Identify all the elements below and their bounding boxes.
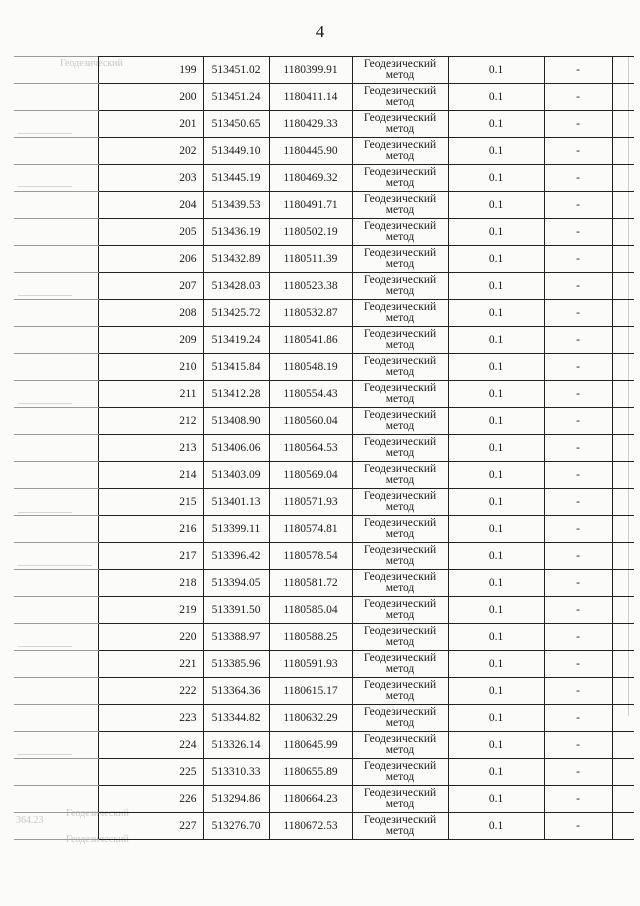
point-number-cell: 221 — [98, 651, 203, 678]
method-cell: Геодезический метод — [352, 597, 448, 624]
y-coordinate-cell: 1180560.04 — [269, 408, 352, 435]
accuracy-cell: 0.1 — [448, 597, 544, 624]
note-cell: - — [544, 435, 612, 462]
right-margin-cell — [612, 462, 634, 489]
table-row — [14, 570, 634, 597]
y-coordinate-cell: 1180469.32 — [269, 165, 352, 192]
y-coordinate-cell: 1180632.29 — [269, 705, 352, 732]
right-margin-cell — [612, 570, 634, 597]
method-cell: Геодезический метод — [352, 570, 448, 597]
method-cell: Геодезический метод — [352, 327, 448, 354]
note-cell: - — [544, 516, 612, 543]
right-margin-cell — [612, 435, 634, 462]
x-coordinate-cell: 513445.19 — [203, 165, 269, 192]
point-number-cell: 219 — [98, 597, 203, 624]
left-margin-cell — [14, 759, 98, 786]
method-cell: Геодезический метод — [352, 759, 448, 786]
note-cell: - — [544, 570, 612, 597]
y-coordinate-cell: 1180585.04 — [269, 597, 352, 624]
point-number-cell: 199 — [98, 57, 203, 84]
note-cell: - — [544, 489, 612, 516]
table-row — [14, 624, 634, 651]
point-number-cell: 202 — [98, 138, 203, 165]
x-coordinate-cell: 513451.02 — [203, 57, 269, 84]
point-number-cell: 225 — [98, 759, 203, 786]
y-coordinate-cell: 1180411.14 — [269, 84, 352, 111]
note-cell: - — [544, 246, 612, 273]
bleed-through-text: Геодезический — [66, 808, 129, 819]
method-cell: Геодезический метод — [352, 732, 448, 759]
point-number-cell: 212 — [98, 408, 203, 435]
note-cell: - — [544, 327, 612, 354]
accuracy-cell: 0.1 — [448, 678, 544, 705]
right-margin-cell — [612, 165, 634, 192]
right-margin-cell — [612, 651, 634, 678]
y-coordinate-cell: 1180574.81 — [269, 516, 352, 543]
accuracy-cell: 0.1 — [448, 273, 544, 300]
coordinates-table-body — [14, 57, 634, 840]
accuracy-cell: 0.1 — [448, 786, 544, 813]
accuracy-cell: 0.1 — [448, 759, 544, 786]
left-margin-cell — [14, 435, 98, 462]
method-cell: Геодезический метод — [352, 705, 448, 732]
y-coordinate-cell: 1180523.38 — [269, 273, 352, 300]
note-cell: - — [544, 192, 612, 219]
method-cell: Геодезический метод — [352, 813, 448, 840]
right-margin-cell — [612, 597, 634, 624]
method-cell: Геодезический метод — [352, 651, 448, 678]
bleed-through-text: Геодезический — [66, 834, 129, 845]
left-margin-cell — [14, 84, 98, 111]
note-cell: - — [544, 462, 612, 489]
point-number-cell: 201 — [98, 111, 203, 138]
method-cell: Геодезический метод — [352, 624, 448, 651]
right-margin-cell — [612, 219, 634, 246]
table-row — [14, 57, 634, 84]
left-margin-cell — [14, 381, 98, 408]
method-cell: Геодезический метод — [352, 489, 448, 516]
table-row — [14, 597, 634, 624]
table-row — [14, 759, 634, 786]
note-cell: - — [544, 408, 612, 435]
y-coordinate-cell: 1180664.23 — [269, 786, 352, 813]
table-row — [14, 84, 634, 111]
y-coordinate-cell: 1180564.53 — [269, 435, 352, 462]
left-margin-cell — [14, 138, 98, 165]
left-margin-cell — [14, 624, 98, 651]
page-number: 4 — [315, 22, 325, 41]
method-cell: Геодезический метод — [352, 138, 448, 165]
table-row — [14, 435, 634, 462]
x-coordinate-cell: 513294.86 — [203, 786, 269, 813]
x-coordinate-cell: 513399.11 — [203, 516, 269, 543]
y-coordinate-cell: 1180548.19 — [269, 354, 352, 381]
y-coordinate-cell: 1180655.89 — [269, 759, 352, 786]
x-coordinate-cell: 513450.65 — [203, 111, 269, 138]
method-cell: Геодезический метод — [352, 300, 448, 327]
table-row — [14, 678, 634, 705]
accuracy-cell: 0.1 — [448, 111, 544, 138]
y-coordinate-cell: 1180541.86 — [269, 327, 352, 354]
left-margin-cell — [14, 408, 98, 435]
x-coordinate-cell: 513432.89 — [203, 246, 269, 273]
left-margin-cell — [14, 219, 98, 246]
right-margin-cell — [612, 813, 634, 840]
accuracy-cell: 0.1 — [448, 246, 544, 273]
table-row — [14, 705, 634, 732]
point-number-cell: 207 — [98, 273, 203, 300]
y-coordinate-cell: 1180645.99 — [269, 732, 352, 759]
note-cell: - — [544, 624, 612, 651]
x-coordinate-cell: 513396.42 — [203, 543, 269, 570]
accuracy-cell: 0.1 — [448, 408, 544, 435]
y-coordinate-cell: 1180532.87 — [269, 300, 352, 327]
point-number-cell: 206 — [98, 246, 203, 273]
accuracy-cell: 0.1 — [448, 651, 544, 678]
y-coordinate-cell: 1180571.93 — [269, 489, 352, 516]
note-cell: - — [544, 678, 612, 705]
note-cell: - — [544, 84, 612, 111]
y-coordinate-cell: 1180672.53 — [269, 813, 352, 840]
x-coordinate-cell: 513385.96 — [203, 651, 269, 678]
method-cell: Геодезический метод — [352, 192, 448, 219]
left-margin-cell — [14, 327, 98, 354]
accuracy-cell: 0.1 — [448, 624, 544, 651]
table-row — [14, 327, 634, 354]
point-number-cell: 210 — [98, 354, 203, 381]
point-number-cell: 222 — [98, 678, 203, 705]
method-cell: Геодезический метод — [352, 543, 448, 570]
x-coordinate-cell: 513436.19 — [203, 219, 269, 246]
table-row — [14, 732, 634, 759]
note-cell: - — [544, 111, 612, 138]
method-cell: Геодезический метод — [352, 786, 448, 813]
y-coordinate-cell: 1180511.39 — [269, 246, 352, 273]
note-cell: - — [544, 759, 612, 786]
bleed-through-text: Геодезический — [60, 58, 123, 69]
x-coordinate-cell: 513415.84 — [203, 354, 269, 381]
x-coordinate-cell: 513439.53 — [203, 192, 269, 219]
right-margin-cell — [612, 273, 634, 300]
table-row — [14, 489, 634, 516]
y-coordinate-cell: 1180588.25 — [269, 624, 352, 651]
point-number-cell: 226 — [98, 786, 203, 813]
x-coordinate-cell: 513276.70 — [203, 813, 269, 840]
point-number-cell: 205 — [98, 219, 203, 246]
accuracy-cell: 0.1 — [448, 165, 544, 192]
table-row — [14, 138, 634, 165]
table-row — [14, 273, 634, 300]
right-margin-cell — [612, 408, 634, 435]
left-margin-cell — [14, 651, 98, 678]
accuracy-cell: 0.1 — [448, 327, 544, 354]
x-coordinate-cell: 513412.28 — [203, 381, 269, 408]
table-row — [14, 219, 634, 246]
left-margin-cell — [14, 354, 98, 381]
left-margin-cell — [14, 597, 98, 624]
right-margin-cell — [612, 57, 634, 84]
x-coordinate-cell: 513406.06 — [203, 435, 269, 462]
method-cell: Геодезический метод — [352, 408, 448, 435]
x-coordinate-cell: 513391.50 — [203, 597, 269, 624]
method-cell: Геодезический метод — [352, 111, 448, 138]
accuracy-cell: 0.1 — [448, 516, 544, 543]
table-row — [14, 786, 634, 813]
left-margin-cell — [14, 489, 98, 516]
note-cell: - — [544, 651, 612, 678]
note-cell: - — [544, 543, 612, 570]
x-coordinate-cell: 513419.24 — [203, 327, 269, 354]
method-cell: Геодезический метод — [352, 678, 448, 705]
point-number-cell: 211 — [98, 381, 203, 408]
right-margin-cell — [612, 543, 634, 570]
note-cell: - — [544, 354, 612, 381]
right-margin-cell — [612, 732, 634, 759]
left-margin-cell — [14, 516, 98, 543]
point-number-cell: 220 — [98, 624, 203, 651]
method-cell: Геодезический метод — [352, 219, 448, 246]
right-margin-cell — [612, 516, 634, 543]
accuracy-cell: 0.1 — [448, 732, 544, 759]
note-cell: - — [544, 381, 612, 408]
y-coordinate-cell: 1180581.72 — [269, 570, 352, 597]
left-margin-cell — [14, 786, 98, 813]
note-cell: - — [544, 138, 612, 165]
right-margin-cell — [612, 300, 634, 327]
x-coordinate-cell: 513388.97 — [203, 624, 269, 651]
method-cell: Геодезический метод — [352, 165, 448, 192]
point-number-cell: 223 — [98, 705, 203, 732]
right-margin-cell — [612, 759, 634, 786]
table-row — [14, 651, 634, 678]
right-margin-cell — [612, 111, 634, 138]
table-row — [14, 300, 634, 327]
coordinates-table — [14, 56, 634, 840]
method-cell: Геодезический метод — [352, 381, 448, 408]
point-number-cell: 224 — [98, 732, 203, 759]
y-coordinate-cell: 1180445.90 — [269, 138, 352, 165]
accuracy-cell: 0.1 — [448, 435, 544, 462]
note-cell: - — [544, 732, 612, 759]
accuracy-cell: 0.1 — [448, 705, 544, 732]
point-number-cell: 227 — [98, 813, 203, 840]
x-coordinate-cell: 513310.33 — [203, 759, 269, 786]
x-coordinate-cell: 513428.03 — [203, 273, 269, 300]
table-row — [14, 246, 634, 273]
right-margin-cell — [612, 192, 634, 219]
table-row — [14, 408, 634, 435]
note-cell: - — [544, 165, 612, 192]
right-margin-cell — [612, 489, 634, 516]
accuracy-cell: 0.1 — [448, 543, 544, 570]
left-margin-cell — [14, 678, 98, 705]
y-coordinate-cell: 1180569.04 — [269, 462, 352, 489]
method-cell: Геодезический метод — [352, 246, 448, 273]
note-cell: - — [544, 219, 612, 246]
method-cell: Геодезический метод — [352, 516, 448, 543]
left-margin-cell — [14, 111, 98, 138]
point-number-cell: 216 — [98, 516, 203, 543]
method-cell: Геодезический метод — [352, 273, 448, 300]
right-margin-cell — [612, 327, 634, 354]
accuracy-cell: 0.1 — [448, 813, 544, 840]
note-cell: - — [544, 813, 612, 840]
point-number-cell: 208 — [98, 300, 203, 327]
x-coordinate-cell: 513449.10 — [203, 138, 269, 165]
left-margin-cell — [14, 543, 98, 570]
table-row — [14, 543, 634, 570]
right-margin-cell — [612, 624, 634, 651]
table-row — [14, 813, 634, 840]
accuracy-cell: 0.1 — [448, 219, 544, 246]
x-coordinate-cell: 513364.36 — [203, 678, 269, 705]
accuracy-cell: 0.1 — [448, 489, 544, 516]
point-number-cell: 215 — [98, 489, 203, 516]
method-cell: Геодезический метод — [352, 57, 448, 84]
y-coordinate-cell: 1180502.19 — [269, 219, 352, 246]
left-margin-cell — [14, 273, 98, 300]
method-cell: Геодезический метод — [352, 462, 448, 489]
y-coordinate-cell: 1180491.71 — [269, 192, 352, 219]
method-cell: Геодезический метод — [352, 354, 448, 381]
left-margin-cell — [14, 462, 98, 489]
left-margin-cell — [14, 165, 98, 192]
accuracy-cell: 0.1 — [448, 381, 544, 408]
accuracy-cell: 0.1 — [448, 570, 544, 597]
table-row — [14, 354, 634, 381]
note-cell: - — [544, 786, 612, 813]
point-number-cell: 217 — [98, 543, 203, 570]
point-number-cell: 204 — [98, 192, 203, 219]
x-coordinate-cell: 513403.09 — [203, 462, 269, 489]
right-margin-cell — [612, 786, 634, 813]
table-row — [14, 192, 634, 219]
table-row — [14, 111, 634, 138]
accuracy-cell: 0.1 — [448, 138, 544, 165]
right-margin-cell — [612, 678, 634, 705]
table-row — [14, 165, 634, 192]
note-cell: - — [544, 273, 612, 300]
point-number-cell: 218 — [98, 570, 203, 597]
note-cell: - — [544, 57, 612, 84]
x-coordinate-cell: 513326.14 — [203, 732, 269, 759]
note-cell: - — [544, 300, 612, 327]
y-coordinate-cell: 1180429.33 — [269, 111, 352, 138]
point-number-cell: 203 — [98, 165, 203, 192]
accuracy-cell: 0.1 — [448, 354, 544, 381]
method-cell: Геодезический метод — [352, 84, 448, 111]
x-coordinate-cell: 513451.24 — [203, 84, 269, 111]
right-margin-cell — [612, 381, 634, 408]
right-margin-cell — [612, 84, 634, 111]
x-coordinate-cell: 513401.13 — [203, 489, 269, 516]
left-margin-cell — [14, 570, 98, 597]
right-margin-cell — [612, 705, 634, 732]
left-margin-cell — [14, 300, 98, 327]
right-margin-cell — [612, 138, 634, 165]
right-margin-cell — [612, 246, 634, 273]
accuracy-cell: 0.1 — [448, 300, 544, 327]
y-coordinate-cell: 1180591.93 — [269, 651, 352, 678]
x-coordinate-cell: 513394.05 — [203, 570, 269, 597]
left-margin-cell — [14, 192, 98, 219]
x-coordinate-cell: 513344.82 — [203, 705, 269, 732]
point-number-cell: 209 — [98, 327, 203, 354]
x-coordinate-cell: 513408.90 — [203, 408, 269, 435]
point-number-cell: 214 — [98, 462, 203, 489]
table-row — [14, 516, 634, 543]
right-margin-cell — [612, 354, 634, 381]
left-margin-cell — [14, 246, 98, 273]
table-row — [14, 462, 634, 489]
table-row — [14, 381, 634, 408]
left-margin-cell — [14, 732, 98, 759]
left-margin-cell — [14, 57, 98, 84]
accuracy-cell: 0.1 — [448, 84, 544, 111]
note-cell: - — [544, 597, 612, 624]
y-coordinate-cell: 1180578.54 — [269, 543, 352, 570]
accuracy-cell: 0.1 — [448, 462, 544, 489]
left-margin-cell — [14, 813, 98, 840]
y-coordinate-cell: 1180615.17 — [269, 678, 352, 705]
accuracy-cell: 0.1 — [448, 192, 544, 219]
note-cell: - — [544, 705, 612, 732]
x-coordinate-cell: 513425.72 — [203, 300, 269, 327]
method-cell: Геодезический метод — [352, 435, 448, 462]
point-number-cell: 200 — [98, 84, 203, 111]
bleed-through-number: 364.23 — [16, 815, 44, 826]
y-coordinate-cell: 1180399.91 — [269, 57, 352, 84]
left-margin-cell — [14, 705, 98, 732]
point-number-cell: 213 — [98, 435, 203, 462]
accuracy-cell: 0.1 — [448, 57, 544, 84]
y-coordinate-cell: 1180554.43 — [269, 381, 352, 408]
